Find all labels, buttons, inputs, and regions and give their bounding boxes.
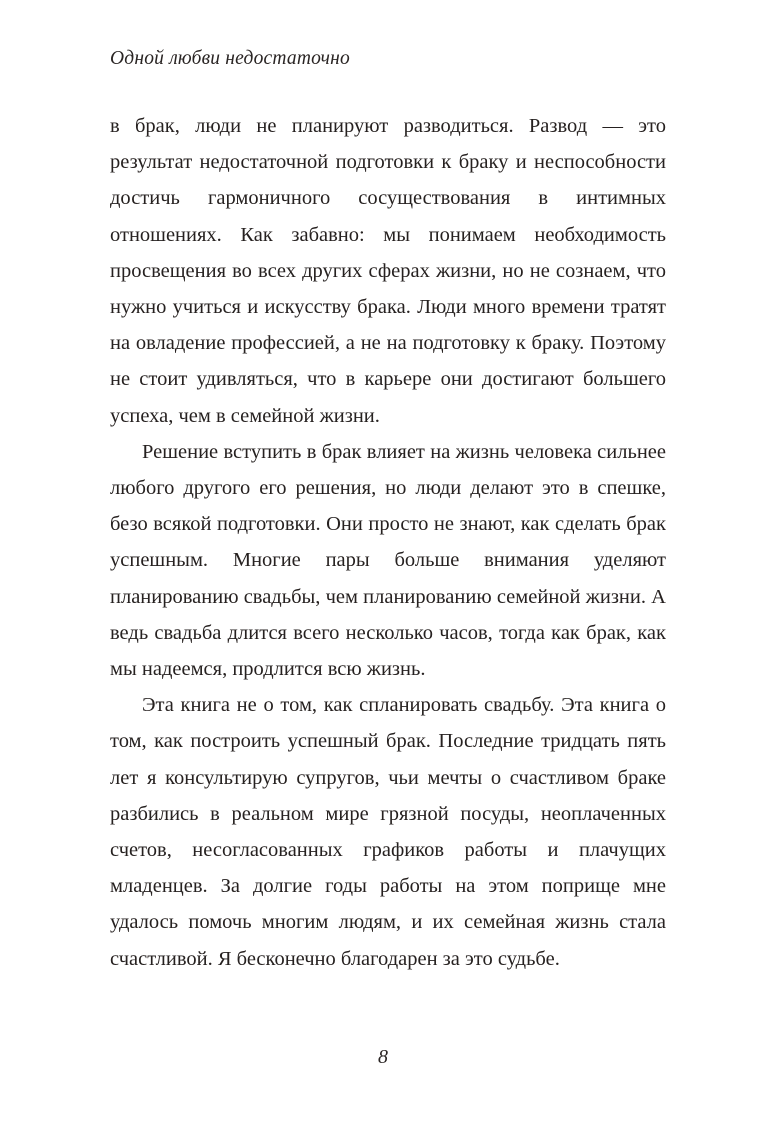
paragraph: Решение вступить в брак влияет на жизнь человека сильнее любого другого его решения, но люди делают это в спешке, безо всякой подготовки. Они просто не знают, как сделать брак успешным. Многие пары больше внимания уделяют планированию свадьбы, чем планированию семейной жизни. А ведь свадьба длится всего несколько часов, тогда как брак, как мы надеемся, продлится всю жизнь. — [110, 440, 666, 681]
running-head: Одной любви недостаточно — [110, 48, 350, 69]
body-text — [110, 108, 666, 977]
paragraph: в брак, люди не планируют разводиться. Развод — это результат недостаточной подготовки к браку и неспособности достичь гармоничного сосуществования в интимных отношениях. Как забавно: мы понимаем необходимость просвещения во всех других сферах жизни, но не сознаем, что нужно учиться и искусству брака. Люди много времени тратят на овладение профессией, а не на подготовку к браку. Поэтому не стоит удивляться, что в карьере они достигают большего успеха, чем в семейной жизни. — [110, 115, 666, 427]
page-number: 8 — [378, 1046, 388, 1068]
paragraph: Эта книга не о том, как спланировать свадьбу. Эта книга о том, как построить успешный брак. Последние тридцать пять лет я консультирую супругов, чьи мечты о счастливом браке разбились в реальном мире грязной посуды, неоплаченных счетов, несогласованных графиков работы и плачущих младенцев. За долгие годы работы на этом поприще мне удалось помочь многим людям, и их семейная жизнь стала счастливой. Я бесконечно благодарен за это судьбе. — [110, 694, 666, 970]
